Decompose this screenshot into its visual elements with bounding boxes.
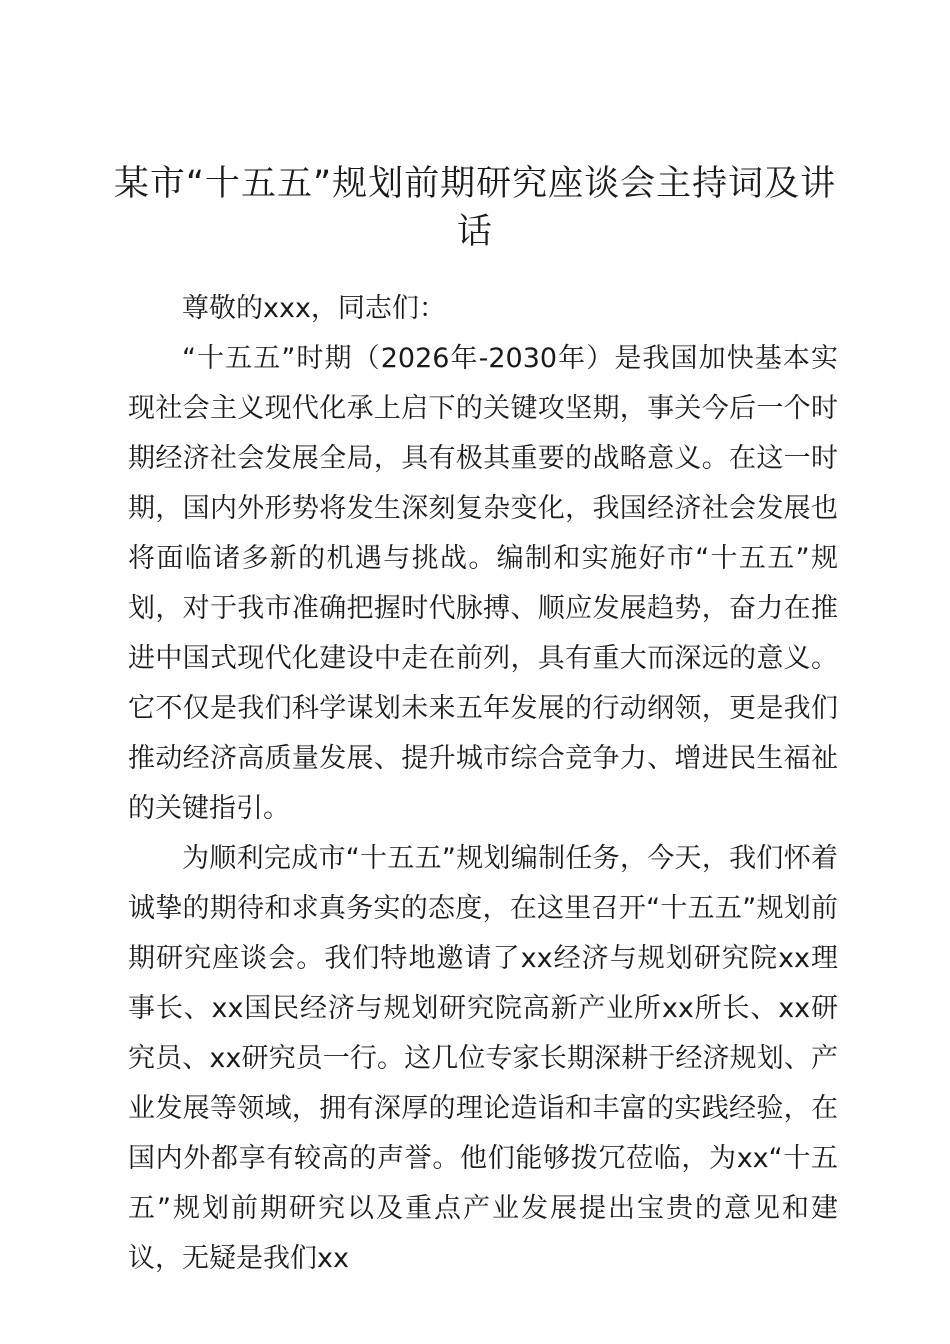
document-body: [128, 284, 838, 1284]
salutation: 尊敬的xxx，同志们：: [182, 293, 446, 324]
paragraph-1: “十五五”时期（2026年-2030年）是我国加快基本实现社会主义现代化承上启下的关键攻坚期，事关今后一个时期经济社会发展全局，具有极其重要的战略意义。在这一时期，国内外形势将发生深刻复杂变化，我国经济社会发展也将面临诸多新的机遇与挑战。编制和实施好市“十五五”规划，对于我市准确把握时代脉搏、顺应发展趋势，奋力在推进中国式现代化建设中走在前列，具有重大而深远的意义。它不仅是我们科学谋划未来五年发展的行动纲领，更是我们推动经济高质量发展、提升城市综合竞争力、增进民生福祉的关键指引。: [128, 343, 838, 824]
document-title: 某市“十五五”规划前期研究座谈会主持词及讲话: [113, 164, 837, 252]
paragraph-2: 为顺利完成市“十五五”规划编制任务，今天，我们怀着诚挚的期待和求真务实的态度，在这里召开“十五五”规划前期研究座谈会。我们特地邀请了xx经济与规划研究院xx理事长、xx国民经济与规划研究院高新产业所xx所长、xx研究员、xx研究员一行。这几位专家长期深耕于经济规划、产业发展等领域，拥有深厚的理论造诣和丰富的实践经验，在国内外都享有较高的声誉。他们能够拨冗莅临，为xx“十五五”规划前期研究以及重点产业发展提出宝贵的意见和建议，无疑是我们xx: [128, 843, 838, 1274]
